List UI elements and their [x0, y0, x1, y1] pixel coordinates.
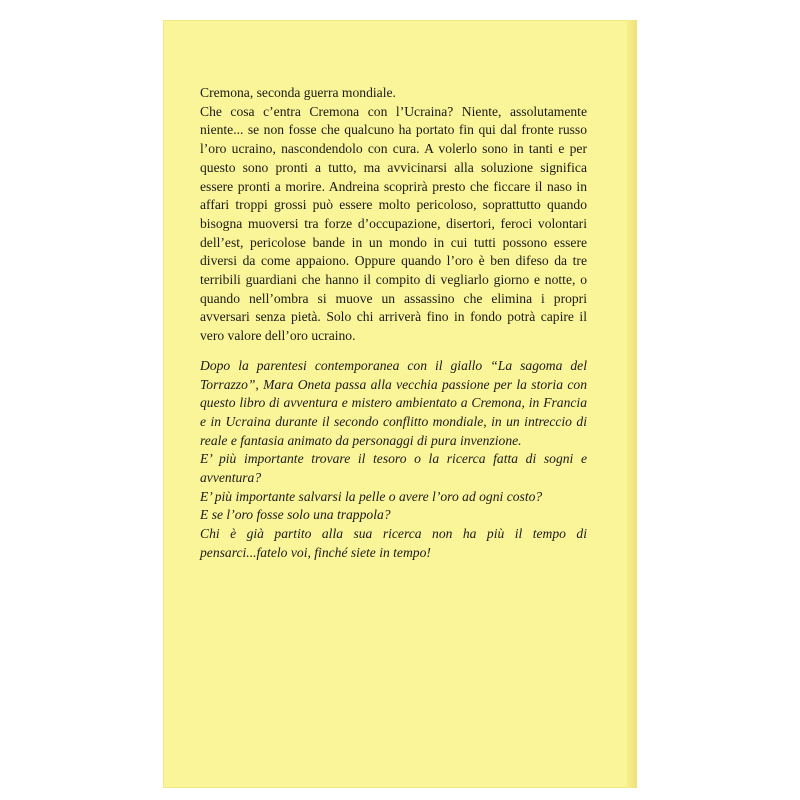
blurb-question-1: E’ più importante trovare il tesoro o la ricerca fatta di sogni e avventura? [200, 451, 587, 486]
book-back-cover [163, 20, 637, 788]
blurb-question-2: E’ più importante salvarsi la pelle o avere l’oro ad ogni costo? [200, 488, 543, 504]
synopsis-body: Che cosa c’entra Cremona con l’Ucraina? Niente, assolutamente niente... se non fosse che qualcuno ha portato fin qui dal fronte russo l’oro ucraino, nascondendolo con cura. A volerlo sono in tanti e per questo sono pronti a tutto, ma avvicinarsi alla soluzione significa essere pronti a morire. Andreina scoprirà presto che ficcare il naso in affari troppi grossi può essere molto pericoloso, soprattutto quando bisogna muoversi tra forze d’occupazione, disertori, feroci volontari dell’est, pericolose bande in un mondo in cui tutti possono essere diversi da come appaiono. Oppure quando l’oro è ben difeso da tre terribili guardiani che hanno il compito di vegliarlo giorno e notte, o quando nell’ombra si muove un assassino che elimina i propri avversari senza pietà. Solo chi arriverà fino in fondo potrà capire il vero valore dell’oro ucraino. [200, 103, 587, 344]
blurb-section [200, 357, 587, 563]
synopsis-section [200, 84, 587, 346]
back-cover-text [200, 84, 587, 563]
blurb-intro: Dopo la parentesi contemporanea con il giallo “La sagoma del Torrazzo”, Mara Oneta passa alla vecchia passione per la storia con questo libro di avventura e mistero ambientato a Cremona, in Francia e in Ucraina durante il secondo conflitto mondiale, in un intreccio di reale e fantasia animato da personaggi di pura invenzione. [200, 357, 587, 448]
blurb-question-3: E se l’oro fosse solo una trappola? [200, 507, 391, 523]
blurb-closing: Chi è già partito alla sua ricerca non ha più il tempo di pensarci...fatelo voi, finché siete in tempo! [200, 526, 587, 560]
book-spine-edge [627, 20, 637, 788]
synopsis-heading: Cremona, seconda guerra mondiale. [200, 85, 396, 100]
